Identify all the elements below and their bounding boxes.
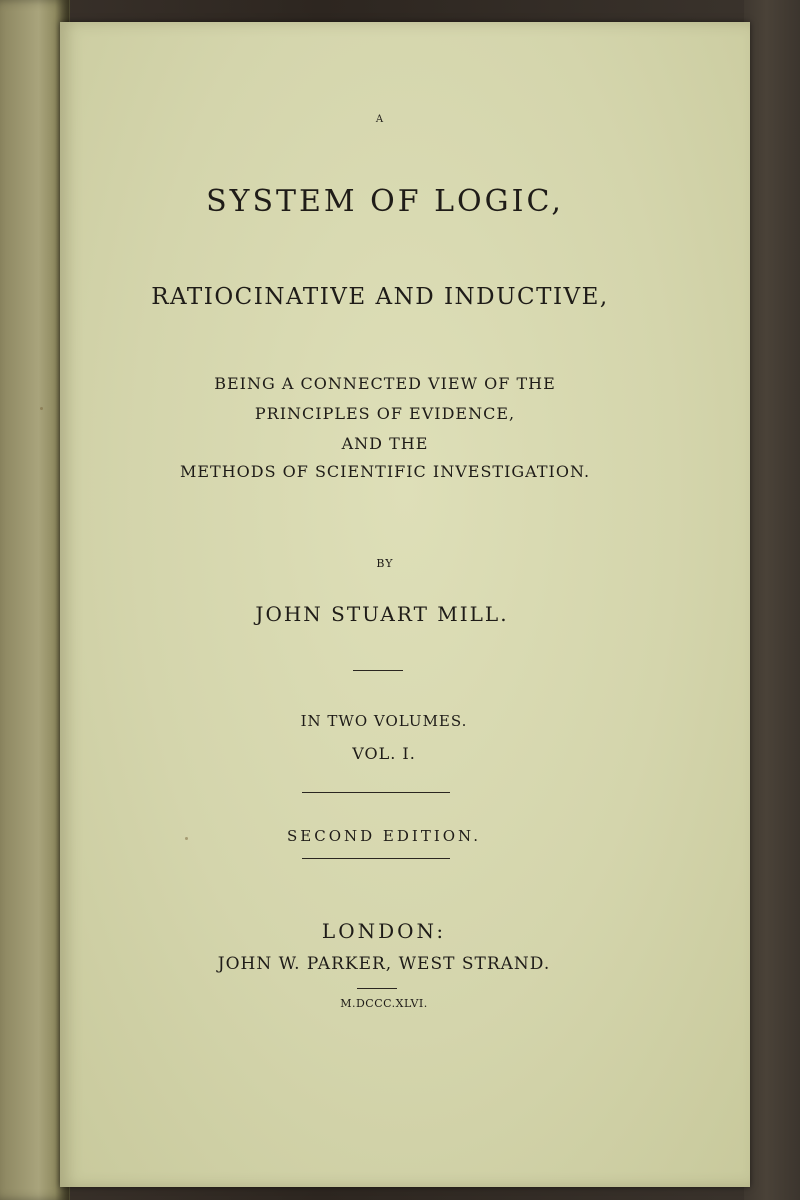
description-line: AND THE [341,434,429,453]
edition-label: SECOND EDITION. [287,827,481,845]
publisher-name: JOHN W. PARKER, WEST STRAND. [217,954,551,974]
article-a: A [375,114,385,125]
title-page-content [60,22,750,1187]
paper-speck [40,407,43,410]
volumes-note: IN TWO VOLUMES. [300,712,468,730]
edition-rule-bottom [302,858,450,859]
description-line: BEING A CONNECTED VIEW OF THE [214,374,556,393]
paper-speck [185,837,188,840]
title-page [60,22,750,1187]
description-line: METHODS OF SCIENTIFIC INVESTIGATION. [179,462,591,481]
edition-rule-top [302,792,450,793]
author-name: JOHN STUART MILL. [255,602,509,626]
publication-city: LONDON: [321,919,447,943]
description-line: PRINCIPLES OF EVIDENCE, [254,404,516,423]
by-label: BY [376,557,394,570]
publication-year: M.DCCC.XLVI. [340,997,428,1010]
book-cover-edge [744,0,800,1200]
book-title: SYSTEM OF LOGIC, [206,184,564,219]
divider-rule [353,670,403,671]
volume-number: VOL. I. [352,744,416,763]
book-subtitle: RATIOCINATIVE AND INDUCTIVE, [151,284,609,310]
divider-rule [357,988,397,989]
